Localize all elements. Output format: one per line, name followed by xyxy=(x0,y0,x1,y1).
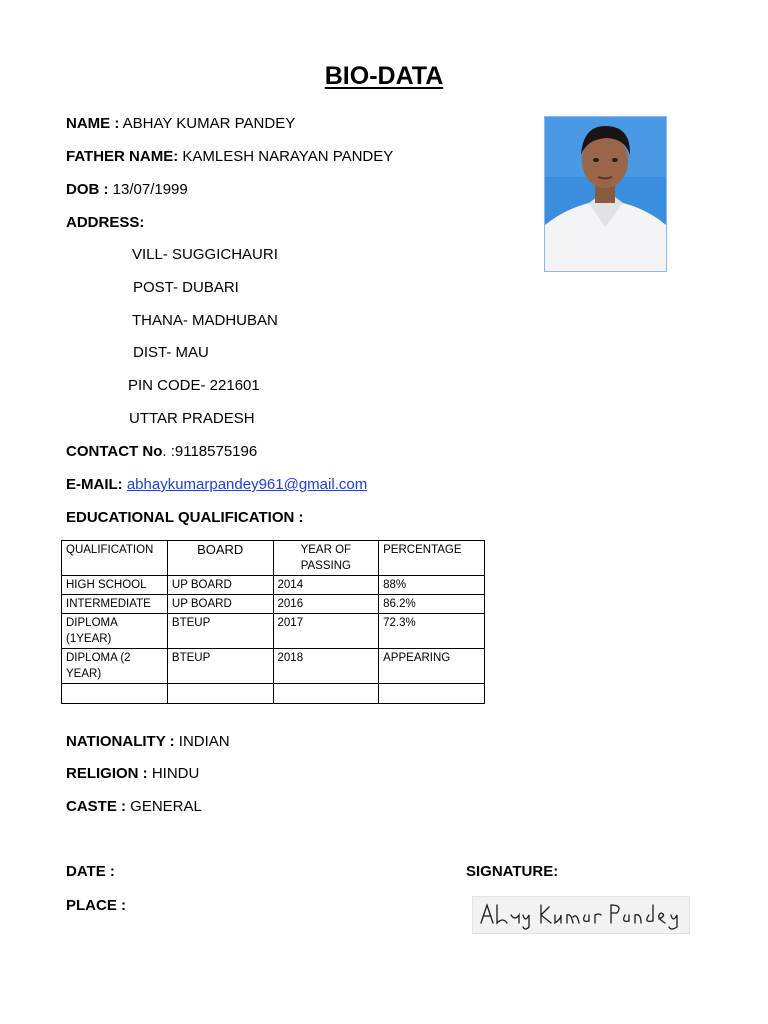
table-cell xyxy=(167,684,273,704)
table-cell: BTEUP xyxy=(167,614,273,649)
signature-label: SIGNATURE: xyxy=(466,863,559,880)
caste-label: CASTE : xyxy=(66,798,126,815)
table-cell xyxy=(379,684,485,704)
signature-label-row xyxy=(466,863,558,880)
religion-row xyxy=(66,765,199,782)
table-header-row xyxy=(62,541,485,576)
contact-value: . :9118575196 xyxy=(162,443,258,460)
father-name-row xyxy=(66,148,393,165)
table-cell xyxy=(273,684,379,704)
table-cell: APPEARING xyxy=(379,649,485,684)
table-header: PERCENTAGE xyxy=(379,541,485,576)
table-cell: DIPLOMA (1YEAR) xyxy=(62,614,168,649)
table-cell: UP BOARD xyxy=(167,576,273,595)
email-row xyxy=(66,476,367,493)
address-line: UTTAR PRADESH xyxy=(129,410,255,427)
dob-value: 13/07/1999 xyxy=(112,181,188,198)
caste-value: GENERAL xyxy=(130,798,202,815)
father-name-value: KAMLESH NARAYAN PANDEY xyxy=(182,148,394,165)
date-row xyxy=(66,863,115,880)
name-value: ABHAY KUMAR PANDEY xyxy=(122,115,296,132)
education-table xyxy=(61,540,485,704)
table-cell: UP BOARD xyxy=(167,595,273,614)
name-row xyxy=(66,115,295,132)
table-cell: 88% xyxy=(379,576,485,595)
table-header: YEAR OF PASSING xyxy=(273,541,379,576)
table-cell: BTEUP xyxy=(167,649,273,684)
table-cell: 2018 xyxy=(273,649,379,684)
address-line: THANA- MADHUBAN xyxy=(132,312,278,329)
table-cell: 72.3% xyxy=(379,614,485,649)
address-line: PIN CODE- 221601 xyxy=(128,377,260,394)
dob-row xyxy=(66,181,188,198)
nationality-row xyxy=(66,733,230,750)
nationality-label: NATIONALITY : xyxy=(66,733,175,750)
table-row xyxy=(62,684,485,704)
table-cell: 2016 xyxy=(273,595,379,614)
table-cell: 86.2% xyxy=(379,595,485,614)
handwritten-signature-icon xyxy=(473,897,689,933)
contact-label: CONTACT No xyxy=(66,443,163,460)
father-name-label: FATHER NAME: xyxy=(66,148,179,165)
table-cell: HIGH SCHOOL xyxy=(62,576,168,595)
signature-image xyxy=(472,896,690,934)
table-row xyxy=(62,614,485,649)
table-cell: 2017 xyxy=(273,614,379,649)
profile-photo xyxy=(544,116,667,272)
page-title: BIO-DATA xyxy=(324,62,444,90)
table-cell: 2014 xyxy=(273,576,379,595)
table-cell xyxy=(62,684,168,704)
religion-label: RELIGION : xyxy=(66,765,148,782)
address-label-row xyxy=(66,214,144,231)
education-label-row xyxy=(66,509,303,526)
date-label: DATE : xyxy=(66,863,115,880)
contact-row xyxy=(66,443,257,460)
place-label: PLACE : xyxy=(66,897,126,914)
table-row xyxy=(62,649,485,684)
table-cell: INTERMEDIATE xyxy=(62,595,168,614)
address-line: VILL- SUGGICHAURI xyxy=(132,246,278,263)
religion-value: HINDU xyxy=(151,765,200,782)
address-line: DIST- MAU xyxy=(133,344,209,361)
name-label: NAME : xyxy=(66,115,120,132)
table-cell: DIPLOMA (2 YEAR) xyxy=(62,649,168,684)
nationality-value: INDIAN xyxy=(178,733,230,750)
table-header: BOARD xyxy=(167,541,273,576)
person-photo-icon xyxy=(545,117,666,271)
address-line: POST- DUBARI xyxy=(133,279,239,296)
email-link[interactable]: abhaykumarpandey961@gmail.com xyxy=(126,476,368,493)
education-label: EDUCATIONAL QUALIFICATION : xyxy=(66,509,304,526)
email-label: E-MAIL: xyxy=(66,476,123,493)
table-header: QUALIFICATION xyxy=(62,541,168,576)
table-row xyxy=(62,576,485,595)
place-row xyxy=(66,897,126,914)
address-label: ADDRESS: xyxy=(66,214,145,231)
caste-row xyxy=(66,798,202,815)
table-row xyxy=(62,595,485,614)
dob-label: DOB : xyxy=(66,181,109,198)
